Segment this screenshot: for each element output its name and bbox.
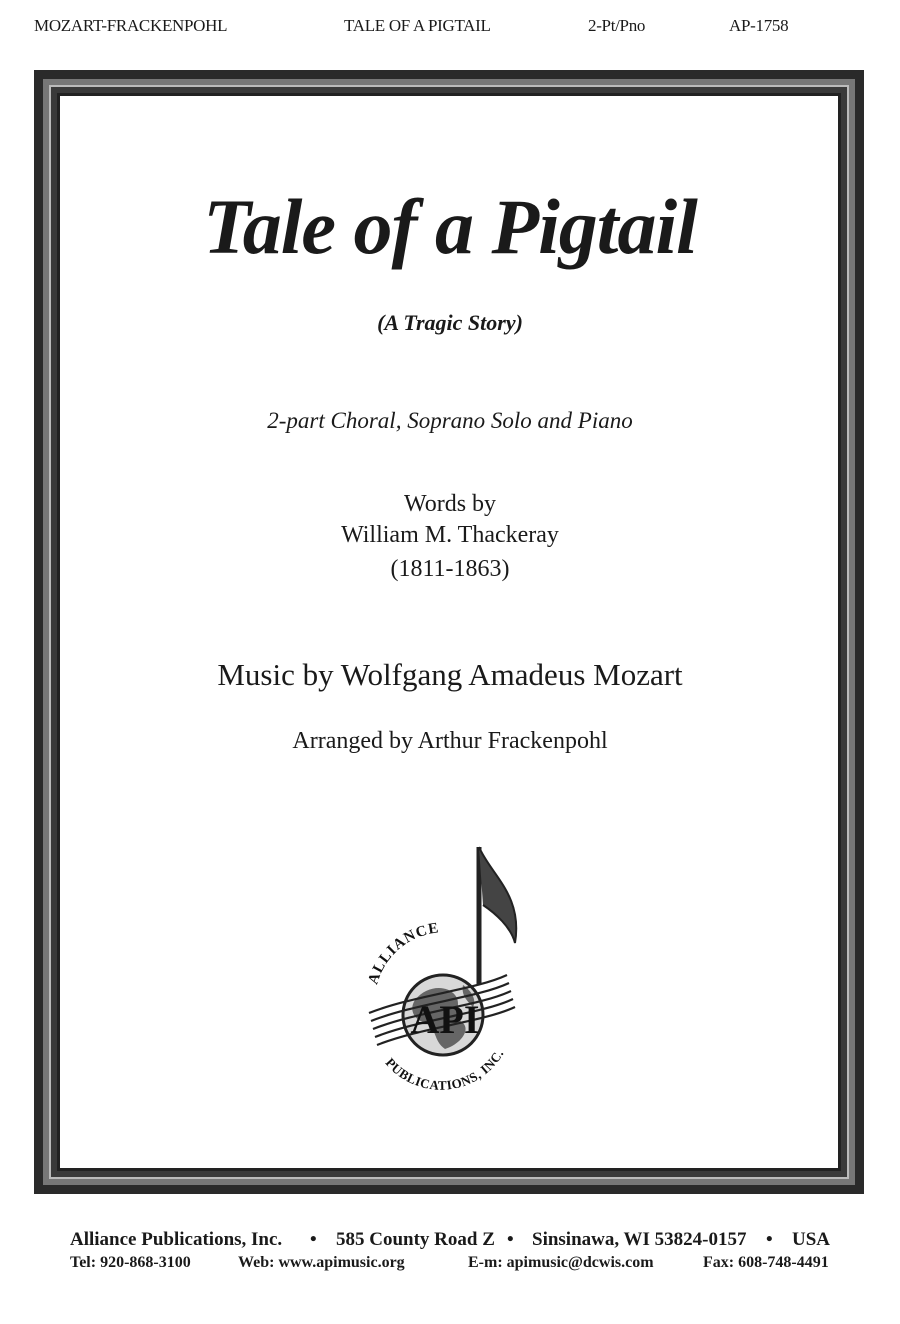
- alliance-publications-logo: [355, 835, 535, 1105]
- footer-bullet: •: [507, 1229, 514, 1250]
- publisher-country: USA: [792, 1229, 831, 1250]
- note-flag-icon: [479, 847, 516, 943]
- publisher-name: Alliance Publications, Inc.: [70, 1229, 283, 1250]
- lyricist-dates: (1811-1863): [390, 556, 510, 582]
- cover-subtitle: (A Tragic Story): [377, 310, 523, 335]
- publisher-email: E-m: apimusic@dcwis.com: [468, 1254, 654, 1271]
- logo-bottom-text: PUBLICATIONS, INC.: [382, 1046, 507, 1093]
- publisher-phone: Tel: 920-868-3100: [70, 1254, 191, 1271]
- publisher-fax: Fax: 608-748-4491: [703, 1254, 829, 1271]
- logo-top-text: ALLIANCE: [365, 920, 441, 987]
- lyricist-name: William M. Thackeray: [341, 522, 559, 548]
- cover-title: Tale of a Pigtail: [203, 183, 697, 270]
- arranger-credit: Arranged by Arthur Frackenpohl: [292, 728, 608, 754]
- footer-bullet: •: [766, 1229, 773, 1250]
- header-catalog-number: AP-1758: [729, 16, 789, 35]
- logo-center-text: API: [410, 997, 480, 1042]
- publisher-address: 585 County Road Z: [336, 1229, 495, 1250]
- header-composer: MOZART-FRACKENPOHL: [34, 16, 228, 35]
- publisher-website: Web: www.apimusic.org: [238, 1254, 405, 1271]
- footer-bullet: •: [310, 1229, 317, 1250]
- words-by-label: Words by: [403, 491, 497, 517]
- header-voicing: 2-Pt/Pno: [588, 16, 646, 35]
- publisher-city: Sinsinawa, WI 53824-0157: [532, 1229, 747, 1250]
- cover-voicing: 2-part Choral, Soprano Solo and Piano: [267, 408, 633, 433]
- composer-credit: Music by Wolfgang Amadeus Mozart: [217, 657, 683, 692]
- running-header: [0, 16, 900, 40]
- header-title: TALE OF A PIGTAIL: [344, 16, 491, 35]
